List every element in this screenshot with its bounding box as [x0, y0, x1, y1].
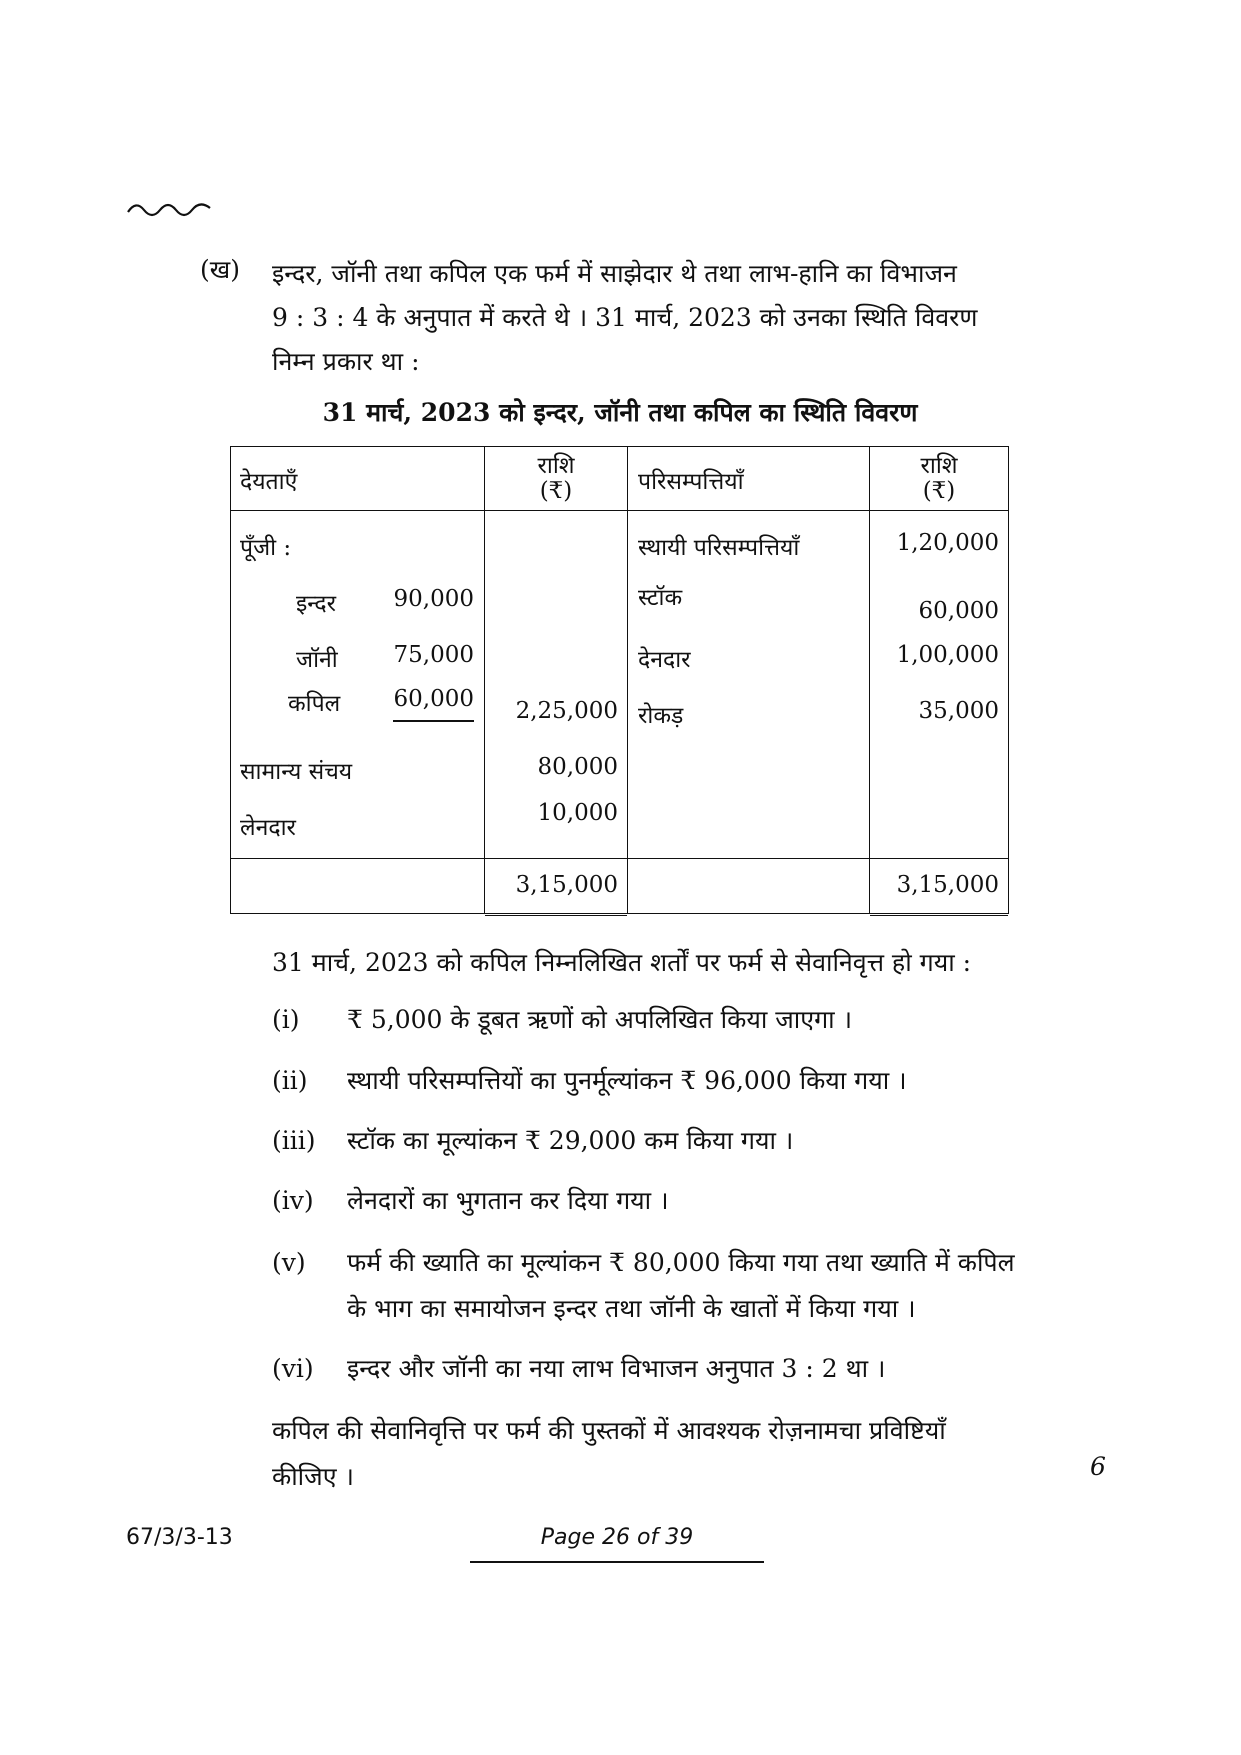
condition-number: (iii)	[272, 1126, 316, 1155]
partner-capital: 90,000	[393, 586, 474, 612]
conditions-intro: 31 मार्च, 2023 को कपिल निम्नलिखित शर्तों पर फर्म से सेवानिवृत्त हो गया :	[272, 948, 972, 977]
table-border-right	[1008, 446, 1009, 914]
liability-name: लेनदार	[240, 815, 296, 841]
currency-header: (₹)	[539, 478, 573, 504]
amount-header: राशि	[537, 453, 575, 479]
asset-value: 1,20,000	[896, 530, 999, 556]
marks: 6	[1090, 1452, 1106, 1481]
asset-name: स्थायी परिसम्पत्तियाँ	[638, 535, 800, 561]
total-double-rule	[485, 913, 627, 916]
wavy-marker-icon	[126, 198, 212, 220]
liabilities-total: 3,15,000	[515, 872, 618, 898]
liability-name: सामान्य संचय	[240, 759, 353, 785]
assets-header: परिसम्पत्तियाँ	[638, 469, 744, 495]
capital-label: पूँजी :	[240, 535, 292, 561]
partner-name: इन्दर	[296, 591, 337, 617]
asset-name: देनदार	[638, 647, 691, 673]
condition-number: (ii)	[272, 1066, 308, 1095]
column-divider	[869, 446, 870, 914]
intro-line: निम्न प्रकार था :	[272, 347, 420, 376]
capital-total: 2,25,000	[515, 698, 618, 724]
liability-value: 10,000	[537, 800, 618, 826]
partner-capital: 75,000	[393, 642, 474, 668]
question-label: (ख)	[200, 255, 240, 284]
page-number-rule	[470, 1561, 764, 1563]
condition-number: (i)	[272, 1005, 300, 1034]
question-intro	[272, 252, 998, 384]
table-title: 31 मार्च, 2023 को इन्दर, जॉनी तथा कपिल का स्थिति विवरण	[322, 398, 918, 427]
intro-line: इन्दर, जॉनी तथा कपिल एक फर्म में साझेदार थे तथा लाभ-हानि का विभाजन	[272, 259, 957, 288]
asset-name: रोकड़	[638, 703, 684, 729]
condition-number: (vi)	[272, 1354, 314, 1383]
page-number: Page 26 of 39	[540, 1525, 694, 1550]
condition-text: इन्दर और जॉनी का नया लाभ विभाजन अनुपात 3 : 2 था ।	[347, 1354, 886, 1383]
column-divider	[484, 446, 485, 914]
closing-line: कपिल की सेवानिवृत्ति पर फर्म की पुस्तकों में आवश्यक रोज़नामचा प्रविष्टियाँ	[272, 1416, 946, 1445]
condition-number: (v)	[272, 1248, 306, 1277]
asset-name: स्टॉक	[638, 585, 683, 611]
condition-text: के भाग का समायोजन इन्दर तथा जॉनी के खातों में किया गया ।	[347, 1294, 916, 1323]
table-border-top	[230, 446, 1009, 447]
subtotal-underline	[393, 720, 474, 722]
intro-line: 9 : 3 : 4 के अनुपात में करते थे । 31 मार्च, 2023 को उनका स्थिति विवरण	[272, 303, 978, 332]
header-rule	[230, 510, 1009, 511]
amount-header: राशि	[920, 453, 958, 479]
assets-total: 3,15,000	[896, 872, 999, 898]
paper-code: 67/3/3-13	[126, 1525, 233, 1550]
table-border-left	[230, 446, 231, 914]
partner-capital: 60,000	[393, 686, 474, 712]
closing-instruction	[272, 1408, 1052, 1500]
asset-value: 1,00,000	[896, 642, 999, 668]
condition-text: स्टॉक का मूल्यांकन ₹ 29,000 कम किया गया ।	[347, 1126, 794, 1155]
total-double-rule	[870, 913, 1008, 916]
partner-name: जॉनी	[296, 647, 338, 673]
condition-text: फर्म की ख्याति का मूल्यांकन ₹ 80,000 किया गया तथा ख्याति में कपिल	[347, 1248, 1015, 1277]
condition-number: (iv)	[272, 1186, 314, 1215]
condition-text: ₹ 5,000 के डूबत ऋणों को अपलिखित किया जाएगा ।	[347, 1005, 853, 1034]
liabilities-header: देयताएँ	[240, 469, 298, 495]
closing-line: कीजिए ।	[272, 1462, 354, 1491]
column-divider	[627, 446, 628, 914]
condition-text: लेनदारों का भुगतान कर दिया गया ।	[347, 1186, 669, 1215]
liability-value: 80,000	[537, 754, 618, 780]
balance-sheet	[230, 446, 1009, 914]
asset-value: 60,000	[918, 598, 999, 624]
partner-name: कपिल	[288, 691, 341, 717]
condition-text: स्थायी परिसम्पत्तियों का पुनर्मूल्यांकन ₹ 96,000 किया गया ।	[347, 1066, 907, 1095]
asset-value: 35,000	[918, 698, 999, 724]
total-rule	[230, 858, 1009, 859]
currency-header: (₹)	[922, 478, 956, 504]
